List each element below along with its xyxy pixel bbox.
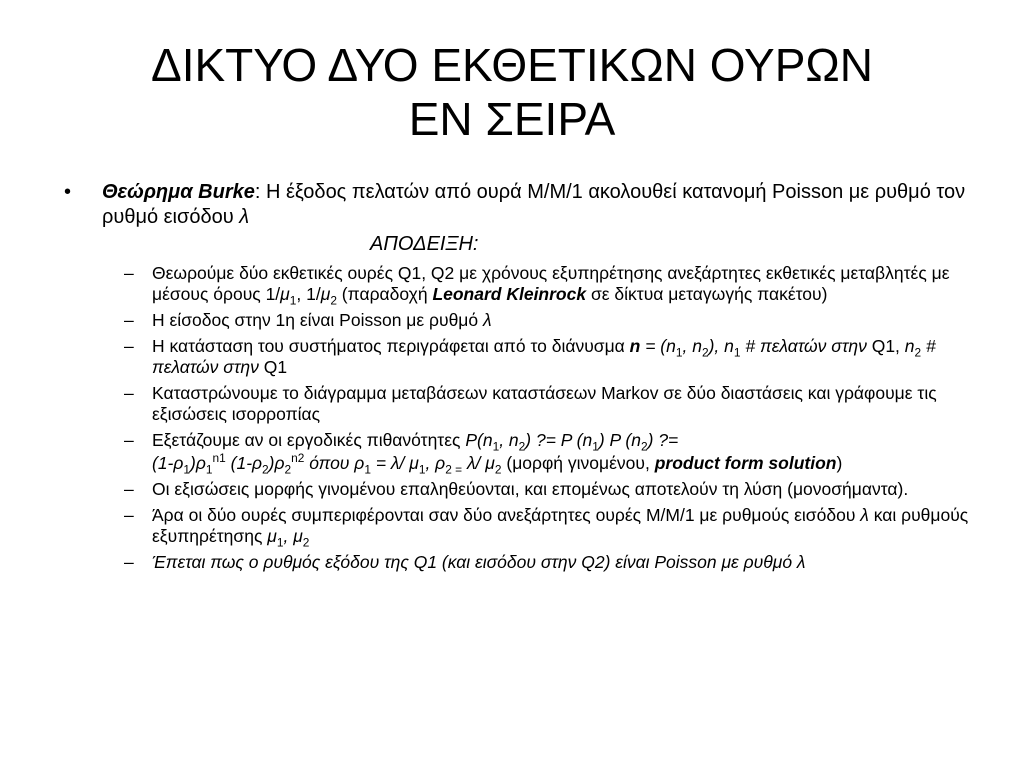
dash-marker: – — [124, 310, 134, 330]
dash-marker: – — [124, 430, 134, 450]
sub-item-ergodic-probabilities — [60, 430, 980, 454]
author-name: Leonard Kleinrock — [432, 284, 587, 304]
sub-item-conclusion — [60, 552, 980, 573]
subscript: 2 = — [445, 462, 463, 477]
dash-marker: – — [124, 263, 134, 283]
proof-heading: ΑΠΟΔΕΙΞΗ: — [370, 233, 479, 255]
mu-symbol: μ — [280, 284, 290, 304]
formula-text: # πελατών στην — [740, 336, 867, 356]
formula-text: , — [283, 526, 294, 546]
subscript: 1 — [364, 462, 371, 477]
bullet-marker: • — [64, 181, 72, 203]
lambda-symbol: λ — [239, 206, 250, 228]
subscript: 2 — [330, 293, 337, 308]
formula-text: n — [904, 336, 915, 356]
vector-n: n — [629, 336, 641, 356]
sub-text: Q1, — [866, 336, 905, 356]
subscript: 2 — [262, 462, 269, 477]
subscript: 2 — [518, 439, 526, 454]
sub-text: (μορφή γινομένου, — [501, 453, 655, 473]
subscript: 1 — [418, 462, 426, 477]
dash-marker: – — [124, 505, 134, 525]
formula-text: )ρ — [268, 453, 285, 473]
slide-title — [40, 38, 984, 146]
subscript: 2 — [494, 462, 502, 477]
sub-item-equations-verified — [60, 479, 980, 500]
sub-text: Q1 — [258, 357, 288, 377]
formula-text: λ/ μ — [462, 453, 495, 473]
subscript: 1 — [675, 345, 683, 360]
dash-marker: – — [124, 383, 134, 403]
subscript: 2 — [914, 345, 922, 360]
formula-text: P(n — [465, 430, 493, 450]
theorem-text: : Η έξοδος πελατών από ουρά Μ/Μ/1 ακολουθεί κατανομή Poisson με ρυθμό τον ρυθμό εισόδου — [102, 181, 966, 228]
sub-item-independent-queues — [60, 505, 980, 550]
subscript: 2 — [641, 439, 648, 454]
subscript: 2 — [302, 535, 310, 550]
subscript: 1 — [592, 439, 599, 454]
formula-text: = λ/ μ — [370, 453, 419, 473]
formula-text: (1-ρ — [225, 453, 263, 473]
product-form-formula — [60, 451, 980, 477]
mu-symbol: μ — [293, 526, 303, 546]
subscript: 1 — [276, 535, 284, 550]
sub-item-state-vector — [60, 336, 980, 378]
formula-text: (1-ρ — [152, 453, 184, 473]
subscript: 1 — [183, 462, 191, 477]
formula-text: ) P (n — [598, 430, 641, 450]
sub-text: Άρα οι δύο ουρές συμπεριφέρονται σαν δύο ανεξάρτητες ουρές Μ/Μ/1 με ρυθμούς εισόδου — [152, 505, 861, 525]
lambda-symbol: λ — [483, 310, 492, 330]
subscript: 1 — [205, 462, 213, 477]
mu-symbol: μ — [320, 284, 331, 304]
conclusion-text: Έπεται πως ο ρυθμός εξόδου της Q1 (και εισόδου στην Q2) είναι Poisson με ρυθμό λ — [152, 552, 806, 572]
mu-symbol: μ — [267, 526, 277, 546]
formula-text: , n — [499, 430, 519, 450]
sub-text: Εξετάζουμε αν οι εργοδικές πιθανότητες — [152, 430, 466, 450]
dash-marker: – — [124, 479, 134, 499]
theorem-label: Θεώρημα Burke — [102, 181, 255, 203]
title-line-2: ΕΝ ΣΕΙΡΑ — [408, 93, 616, 145]
formula-text: # πελατών στην — [152, 336, 936, 377]
formula-text: ) ?= — [647, 430, 679, 450]
formula-text: )ρ — [190, 453, 206, 473]
slide-body — [60, 180, 980, 573]
formula-text: ), n — [708, 336, 734, 356]
formula-text: , n — [682, 336, 702, 356]
sub-text: (παραδοχή — [336, 284, 433, 304]
title-line-1: ΔΙΚΤΥΟ ΔΥΟ ΕΚΘΕΤΙΚΩΝ ΟΥΡΩΝ — [150, 39, 873, 91]
bullet-burke-theorem — [60, 180, 980, 230]
dash-marker: – — [124, 552, 134, 572]
sub-text: , 1/ — [296, 284, 321, 304]
lambda-symbol: λ — [860, 505, 869, 525]
superscript: n2 — [291, 451, 305, 466]
formula-text: ) ?= P (n — [525, 430, 593, 450]
formula-text: , ρ — [425, 453, 446, 473]
dash-marker: – — [124, 336, 134, 356]
sub-text: Η είσοδος στην 1η είναι Poisson με ρυθμό — [152, 310, 483, 330]
subscript: 1 — [733, 345, 741, 360]
sub-item-markov-diagram — [60, 383, 980, 425]
subscript: 1 — [492, 439, 500, 454]
superscript: n1 — [212, 451, 226, 466]
sub-text: σε δίκτυα μεταγωγής πακέτου) — [586, 284, 828, 304]
subscript: 1 — [289, 293, 297, 308]
sub-text: Θεωρούμε δύο εκθετικές ουρές Q1, Q2 με χρόνους εξυπηρέτησης ανεξάρτητες εκθετικές μεταβλητές με μέσους όρους 1/ — [152, 263, 950, 304]
sub-text: ) — [836, 453, 843, 473]
subscript: 2 — [284, 462, 292, 477]
sub-item-poisson-input — [60, 310, 980, 331]
sub-text: Καταστρώνουμε το διάγραμμα μεταβάσεων καταστάσεων Markov σε δύο διαστάσεις και γράφουμε τις εξισώσεις ισορροπίας — [152, 383, 937, 424]
sub-text: και ρυθμούς εξυπηρέτησης — [152, 505, 969, 546]
sub-item-queues — [60, 263, 980, 308]
sub-text: Οι εξισώσεις μορφής γινομένου επαληθεύονται, και επομένως αποτελούν τη λύση (μονοσήμαντα). — [152, 479, 909, 499]
product-form-label: product form solution — [654, 453, 837, 473]
subscript: 2 — [701, 345, 709, 360]
formula-text: = (n — [640, 336, 676, 356]
sub-text: Η κατάσταση του συστήματος περιγράφεται από το διάνυσμα — [152, 336, 630, 356]
formula-text: όπου ρ — [304, 453, 365, 473]
